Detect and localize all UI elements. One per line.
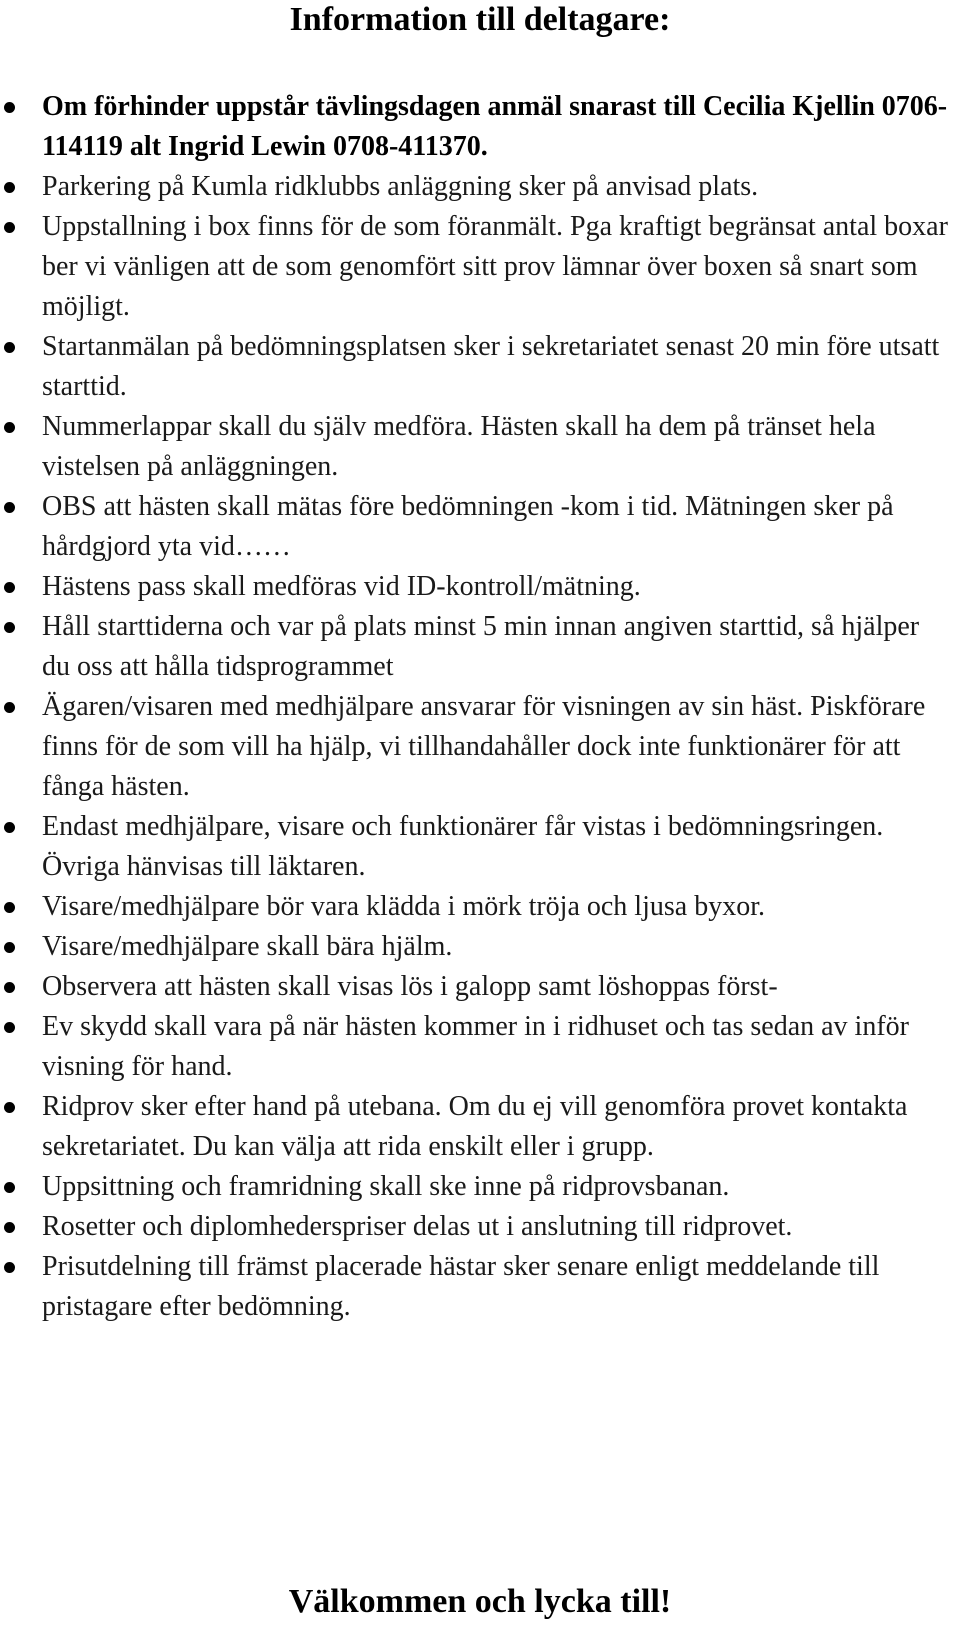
bullet-icon: [4, 422, 15, 433]
list-item-text: Ägaren/visaren med medhjälpare ansvarar för visningen av sin häst. Piskförare finns för de som vill ha hjälp, vi tillhandahåller dock inte funktionärer för att fånga hästen.: [42, 691, 926, 802]
list-item: [0, 407, 960, 487]
list-item: [0, 1167, 960, 1207]
bullet-icon: [4, 1262, 15, 1273]
list-item: [0, 927, 960, 967]
list-item: [0, 807, 960, 887]
info-list: [0, 87, 960, 1327]
list-item-text: Hästens pass skall medföras vid ID-kontroll/mätning.: [42, 571, 641, 602]
list-item: [0, 967, 960, 1007]
list-item: [0, 327, 960, 407]
bullet-icon: [4, 582, 15, 593]
list-item-text: Uppstallning i box finns för de som föranmält. Pga kraftigt begränsat antal boxar ber vi vänligen att de som genomfört sitt prov lämnar över boxen så snart som möjligt.: [42, 211, 948, 322]
bullet-icon: [4, 182, 15, 193]
list-item: [0, 167, 960, 207]
bullet-icon: [4, 622, 15, 633]
list-item-text: Endast medhjälpare, visare och funktionärer får vistas i bedömningsringen. Övriga hänvisas till läktaren.: [42, 811, 884, 882]
list-item-text: Håll starttiderna och var på plats minst 5 min innan angiven starttid, så hjälper du oss att hålla tidsprogrammet: [42, 611, 920, 682]
list-item-text: Ev skydd skall vara på när hästen kommer in i ridhuset och tas sedan av inför visning för hand.: [42, 1011, 909, 1082]
list-item: [0, 207, 960, 327]
bullet-icon: [4, 1022, 15, 1033]
list-item-text: Observera att hästen skall visas lös i galopp samt löshoppas först-: [42, 971, 778, 1002]
list-item-text: Visare/medhjälpare skall bära hjälm.: [42, 931, 453, 962]
list-item-text: OBS att hästen skall mätas före bedömningen -kom i tid. Mätningen sker på hårdgjord yta vid……: [42, 491, 894, 562]
list-item: [0, 567, 960, 607]
list-item: [0, 1007, 960, 1087]
bullet-icon: [4, 1182, 15, 1193]
closing-greeting: Välkommen och lycka till!: [288, 1583, 672, 1620]
bullet-icon: [4, 342, 15, 353]
bullet-icon: [4, 982, 15, 993]
list-item-text: Uppsittning och framridning skall ske inne på ridprovsbanan.: [42, 1171, 730, 1202]
bullet-icon: [4, 222, 15, 233]
list-item: [0, 1087, 960, 1167]
bullet-icon: [4, 822, 15, 833]
list-item: [0, 607, 960, 687]
list-item: [0, 487, 960, 567]
bullet-icon: [4, 902, 15, 913]
bullet-icon: [4, 102, 15, 113]
list-item-text: Om förhinder uppstår tävlingsdagen anmäl snarast till Cecilia Kjellin 0706-114119 alt Ingrid Lewin 0708-411370.: [42, 91, 948, 162]
bullet-icon: [4, 502, 15, 513]
document-title: Information till deltagare:: [289, 1, 671, 38]
bullet-icon: [4, 942, 15, 953]
list-item-text: Prisutdelning till främst placerade hästar sker senare enligt meddelande till pristagare efter bedömning.: [42, 1251, 880, 1322]
list-item: [0, 1207, 960, 1247]
list-item: [0, 1247, 960, 1327]
list-item-text: Nummerlappar skall du själv medföra. Hästen skall ha dem på tränset hela vistelsen på anläggningen.: [42, 411, 876, 482]
list-item-text: Visare/medhjälpare bör vara klädda i mörk tröja och ljusa byxor.: [42, 891, 765, 922]
bullet-icon: [4, 1222, 15, 1233]
list-item-text: Ridprov sker efter hand på utebana. Om du ej vill genomföra provet kontakta sekretariatet. Du kan välja att rida enskilt eller i grupp.: [42, 1091, 908, 1162]
list-item: [0, 887, 960, 927]
bullet-icon: [4, 702, 15, 713]
list-item-text: Parkering på Kumla ridklubbs anläggning sker på anvisad plats.: [42, 171, 759, 202]
list-item: [0, 87, 960, 167]
list-item-text: Rosetter och diplomhederspriser delas ut i anslutning till ridprovet.: [42, 1211, 793, 1242]
list-item: [0, 687, 960, 807]
bullet-icon: [4, 1102, 15, 1113]
list-item-text: Startanmälan på bedömningsplatsen sker i sekretariatet senast 20 min före utsatt starttid.: [42, 331, 940, 402]
